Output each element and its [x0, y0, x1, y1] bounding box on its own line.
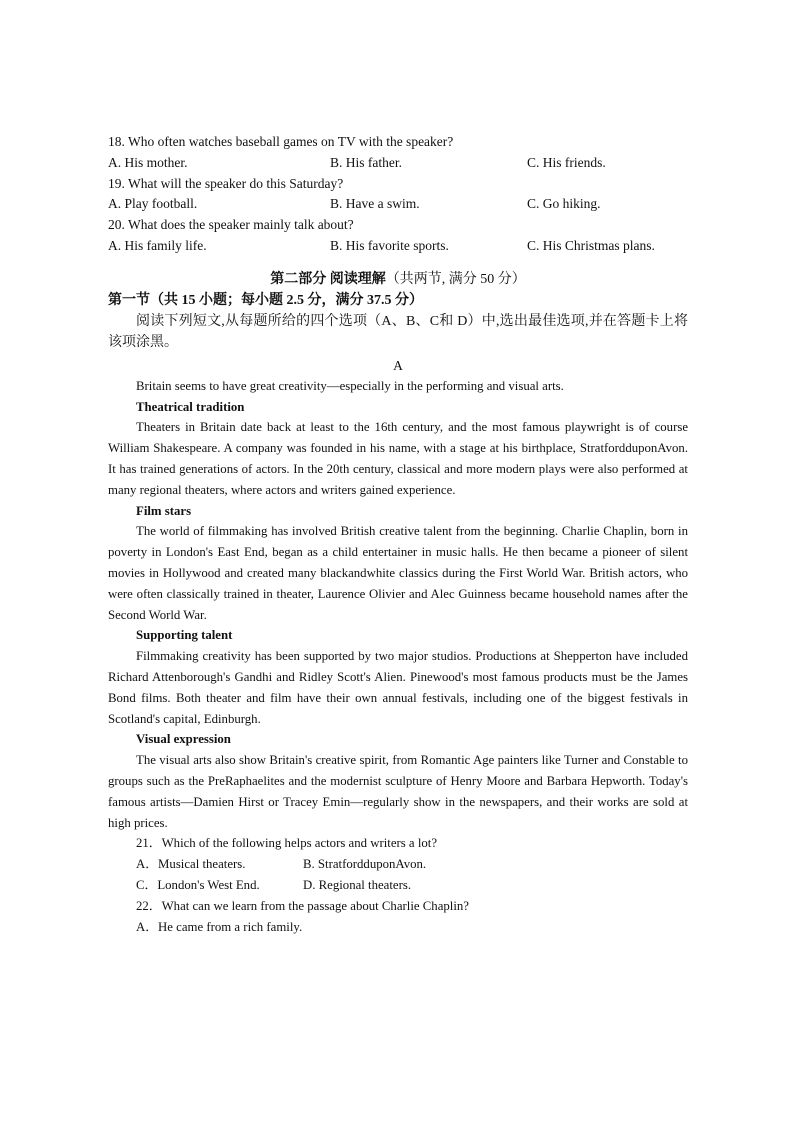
listening-question-20 [108, 215, 688, 257]
q21-option-a: A．Musical theaters. [136, 857, 246, 872]
q21-option-d: D. Regional theaters. [303, 877, 412, 892]
question-21: 21．Which of the following helps actors and writers a lot? [136, 836, 438, 851]
option-a: A. Play football. [108, 196, 198, 212]
q22-option-a: A．He came from a rich family. [136, 919, 303, 934]
section-text-theatrical: Theaters in Britain date back at least to the 16th century, and the most famous playwright is of course William Shakespeare. A company was founded in his name, with a stage at his birthplace, StratfordduponAvon. It has trained generations of actors. In the 20th century, classical and more modern plays were also performed at many regional theaters, where actors and writers gained experience. [108, 420, 688, 497]
option-a: A. His family life. [108, 237, 207, 253]
option-b: B. His favorite sports. [330, 237, 449, 253]
section-text-supporting: Filmmaking creativity has been supported by two major studios. Productions at Shepperton have included Richard Attenborough's Gandhi and Ridley Scott's Alien. Pinewood's most famous products must be the James Bond films. Both theater and film have their own annual festivals, including one of the biggest festivals in Scotland's capital, Edinburgh. [108, 649, 688, 726]
question-22: 22．What can we learn from the passage about Charlie Chaplin? [136, 898, 469, 913]
section-heading-visual: Visual expression [136, 732, 231, 747]
option-b: B. Have a swim. [330, 196, 420, 212]
section-heading-supporting: Supporting talent [136, 628, 233, 643]
section-heading-theatrical: Theatrical tradition [136, 399, 245, 414]
section-text-film: The world of filmmaking has involved British creative talent from the beginning. Charlie Chaplin, born in poverty in London's East End, began as a child entertainer in music halls. He then became a pioneer of silent movies in Hollywood and created many blackandwhite classics during the First World War. British actors, who were often classically trained in theater, Laurence Olivier and Alec Guinness became household names after the Second World War. [108, 524, 688, 622]
option-a: A. His mother. [108, 154, 188, 170]
section-heading-film: Film stars [136, 503, 192, 518]
listening-question-18 [108, 132, 688, 174]
question-text: 19. What will the speaker do this Saturday? [108, 175, 344, 191]
q21-option-b: B. StratfordduponAvon. [303, 857, 427, 872]
instructions: 阅读下列短文,从每题所给的四个选项（A、B、C和 D）中,选出最佳选项,并在答题卡上将该项涂黑。 [108, 313, 688, 350]
section-text-visual: The visual arts also show Britain's creative spirit, from Romantic Age painters like Turner and Constable to groups such as the PreRaphaelites and the modernist sculpture of Henry Moore and Barbara Hepworth. Today's famous artists—Damien Hirst or Tracey Emin—regularly show in the newspapers, and their works are sold at high prices. [108, 753, 688, 830]
option-c: C. His friends. [527, 154, 606, 170]
question-text: 18. Who often watches baseball games on TV with the speaker? [108, 134, 454, 149]
section1-heading: 第一节（共 15 小题；每小题 2.5 分，满分 37.5 分） [108, 292, 423, 308]
option-c: C. His Christmas plans. [527, 237, 655, 253]
option-b: B. His father. [330, 154, 402, 170]
passage-letter: A [393, 357, 403, 373]
option-c: C. Go hiking. [527, 196, 601, 212]
question-text: 20. What does the speaker mainly talk about? [108, 217, 354, 233]
listening-question-19 [108, 174, 688, 216]
q21-option-c: C．London's West End. [136, 877, 260, 892]
part2-title-text: 第二部分 阅读理解 [270, 271, 386, 287]
part2-title-note: （共两节, 满分 50 分） [385, 271, 526, 287]
passage-intro: Britain seems to have great creativity—especially in the performing and visual arts. [136, 378, 564, 393]
exam-page [108, 132, 688, 937]
part2-title [108, 269, 688, 291]
